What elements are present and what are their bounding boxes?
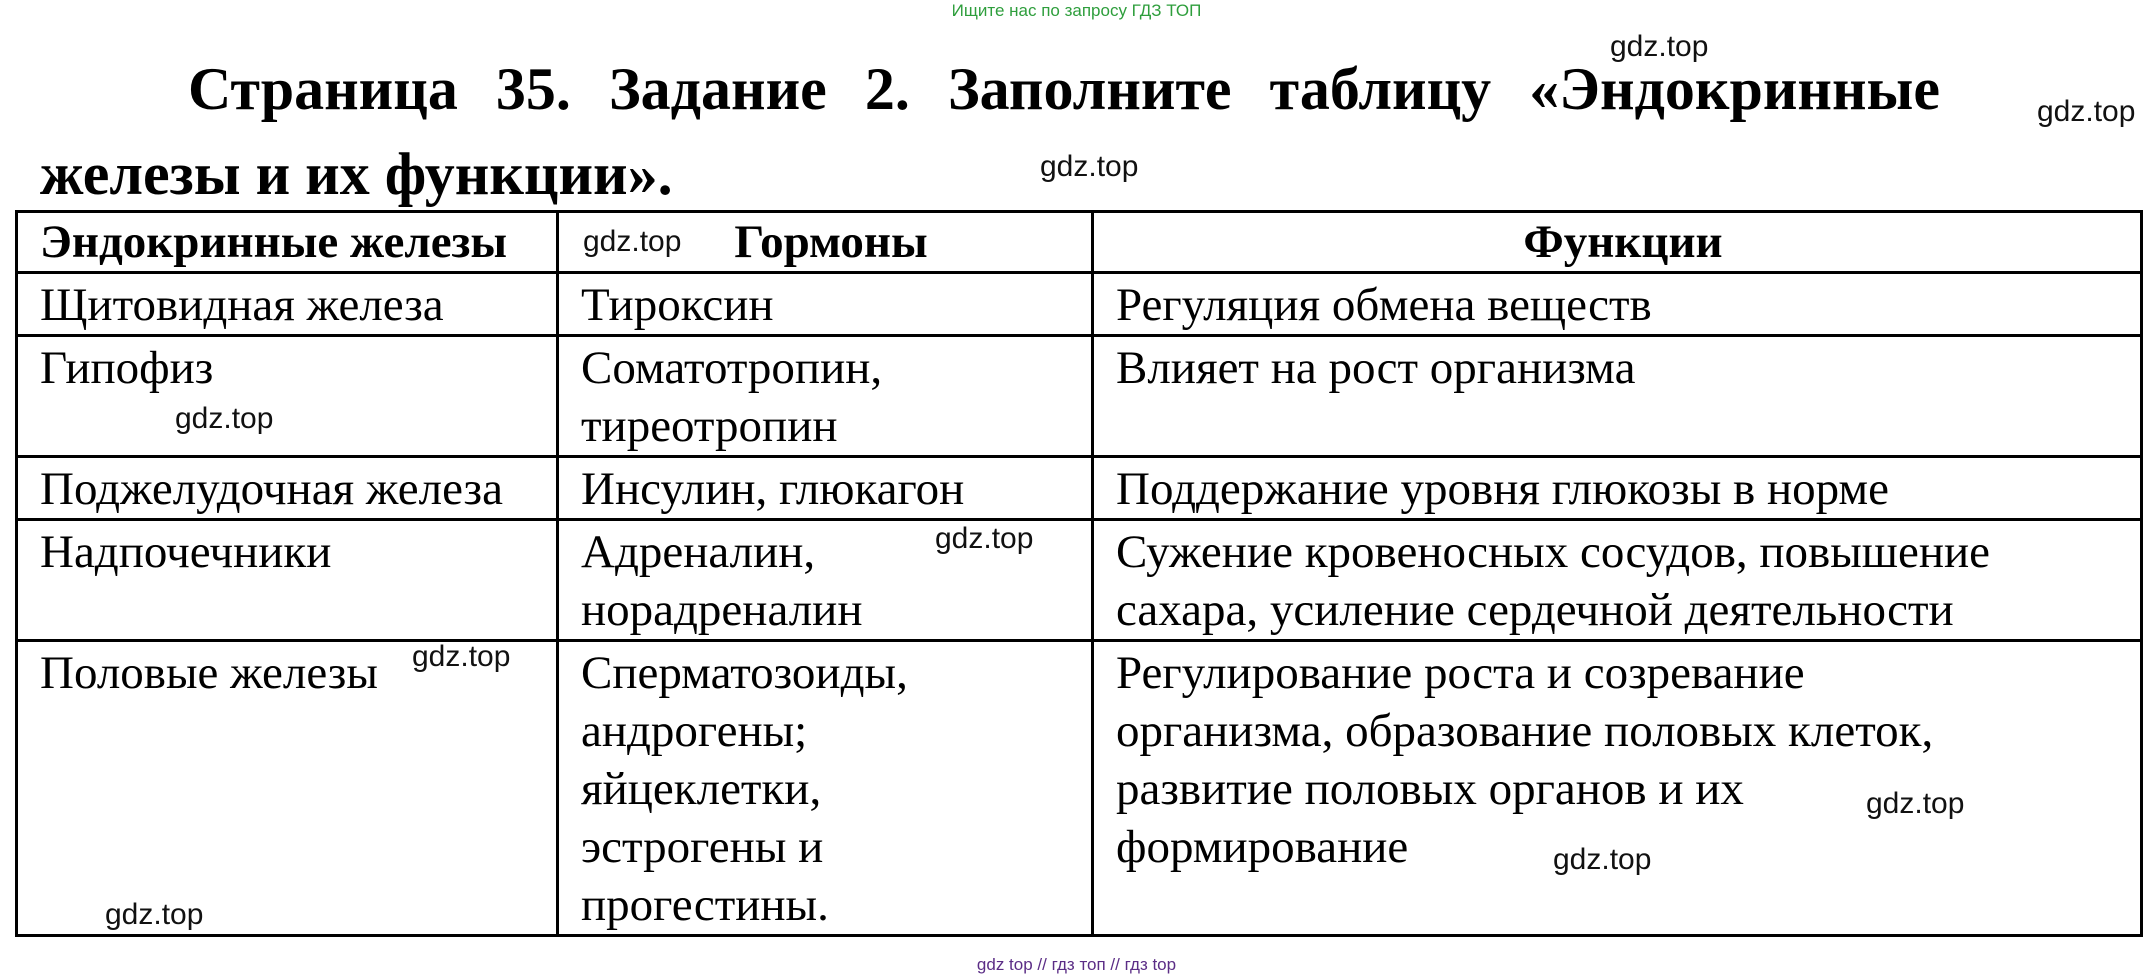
watermark: gdz.top xyxy=(1040,150,1139,183)
table-row xyxy=(17,273,2142,336)
page-title-line-1: Страница 35. Задание 2. Заполните таблицу «Эндокринные xyxy=(188,56,1940,122)
header-functions: Функции xyxy=(1093,212,2142,273)
functions-cell-line: развитие половых органов и их xyxy=(1116,763,1744,815)
gland-cell: Поджелудочная железа xyxy=(17,457,558,520)
hormones-cell-line: Сперматозоиды, xyxy=(581,647,908,699)
watermark: gdz.top xyxy=(583,225,682,258)
hormones-cell-line: Тироксин xyxy=(581,279,774,331)
functions-cell xyxy=(1093,336,2142,457)
gland-cell: Гипофиз xyxy=(17,336,558,457)
hormones-cell-line: Соматотропин, xyxy=(581,342,883,394)
functions-cell-line: Регуляция обмена веществ xyxy=(1116,279,1652,331)
hormones-cell-line: тиреотропин xyxy=(581,400,838,452)
functions-cell-line: Сужение кровеносных сосудов, повышение xyxy=(1116,526,1991,578)
hormones-cell xyxy=(558,641,1093,936)
top-banner: Ищите нас по запросу ГДЗ ТОП xyxy=(951,1,1202,20)
table-row xyxy=(17,520,2142,641)
header-hormones: Гормоны xyxy=(558,212,1093,273)
functions-cell xyxy=(1093,273,2142,336)
watermark: gdz.top xyxy=(1866,787,1965,820)
hormones-cell xyxy=(558,336,1093,457)
watermark: gdz.top xyxy=(935,522,1034,555)
gland-cell: Надпочечники xyxy=(17,520,558,641)
table-row xyxy=(17,336,2142,457)
functions-cell-line: Регулирование роста и созревание xyxy=(1116,647,1805,699)
watermark: gdz.top xyxy=(175,402,274,435)
watermark: gdz.top xyxy=(2037,95,2136,128)
hormones-cell-line: прогестины. xyxy=(581,879,829,931)
table-row xyxy=(17,457,2142,520)
glands-table xyxy=(15,210,2143,937)
footer-text: gdz top // гдз топ // гдз top xyxy=(976,955,1177,974)
hormones-cell-line: андрогены; xyxy=(581,705,808,757)
hormones-cell xyxy=(558,273,1093,336)
hormones-cell xyxy=(558,457,1093,520)
gland-cell: Половые железы xyxy=(17,641,558,936)
hormones-cell-line: яйцеклетки, xyxy=(581,763,822,815)
hormones-cell-line: Инсулин, глюкагон xyxy=(581,463,965,515)
page-title-line-2: железы и их функции». xyxy=(40,141,673,207)
functions-cell xyxy=(1093,457,2142,520)
functions-cell-line: Поддержание уровня глюкозы в норме xyxy=(1116,463,1890,515)
hormones-cell-line: Адреналин, xyxy=(581,526,816,578)
functions-cell xyxy=(1093,520,2142,641)
watermark: gdz.top xyxy=(105,898,204,931)
table-header-row xyxy=(17,212,2142,273)
functions-cell-line: сахара, усиление сердечной деятельности xyxy=(1116,584,1954,636)
table-row xyxy=(17,641,2142,936)
watermark: gdz.top xyxy=(412,640,511,673)
functions-cell-line: формирование xyxy=(1116,821,1409,873)
functions-cell-line: Влияет на рост организма xyxy=(1116,342,1636,394)
gland-cell: Щитовидная железа xyxy=(17,273,558,336)
watermark: gdz.top xyxy=(1553,843,1652,876)
hormones-cell-line: норадреналин xyxy=(581,584,863,636)
functions-cell xyxy=(1093,641,2142,936)
hormones-cell-line: эстрогены и xyxy=(581,821,824,873)
watermark: gdz.top xyxy=(1610,30,1709,63)
functions-cell-line: организма, образование половых клеток, xyxy=(1116,705,1934,757)
header-glands: Эндокринные железы xyxy=(17,212,558,273)
